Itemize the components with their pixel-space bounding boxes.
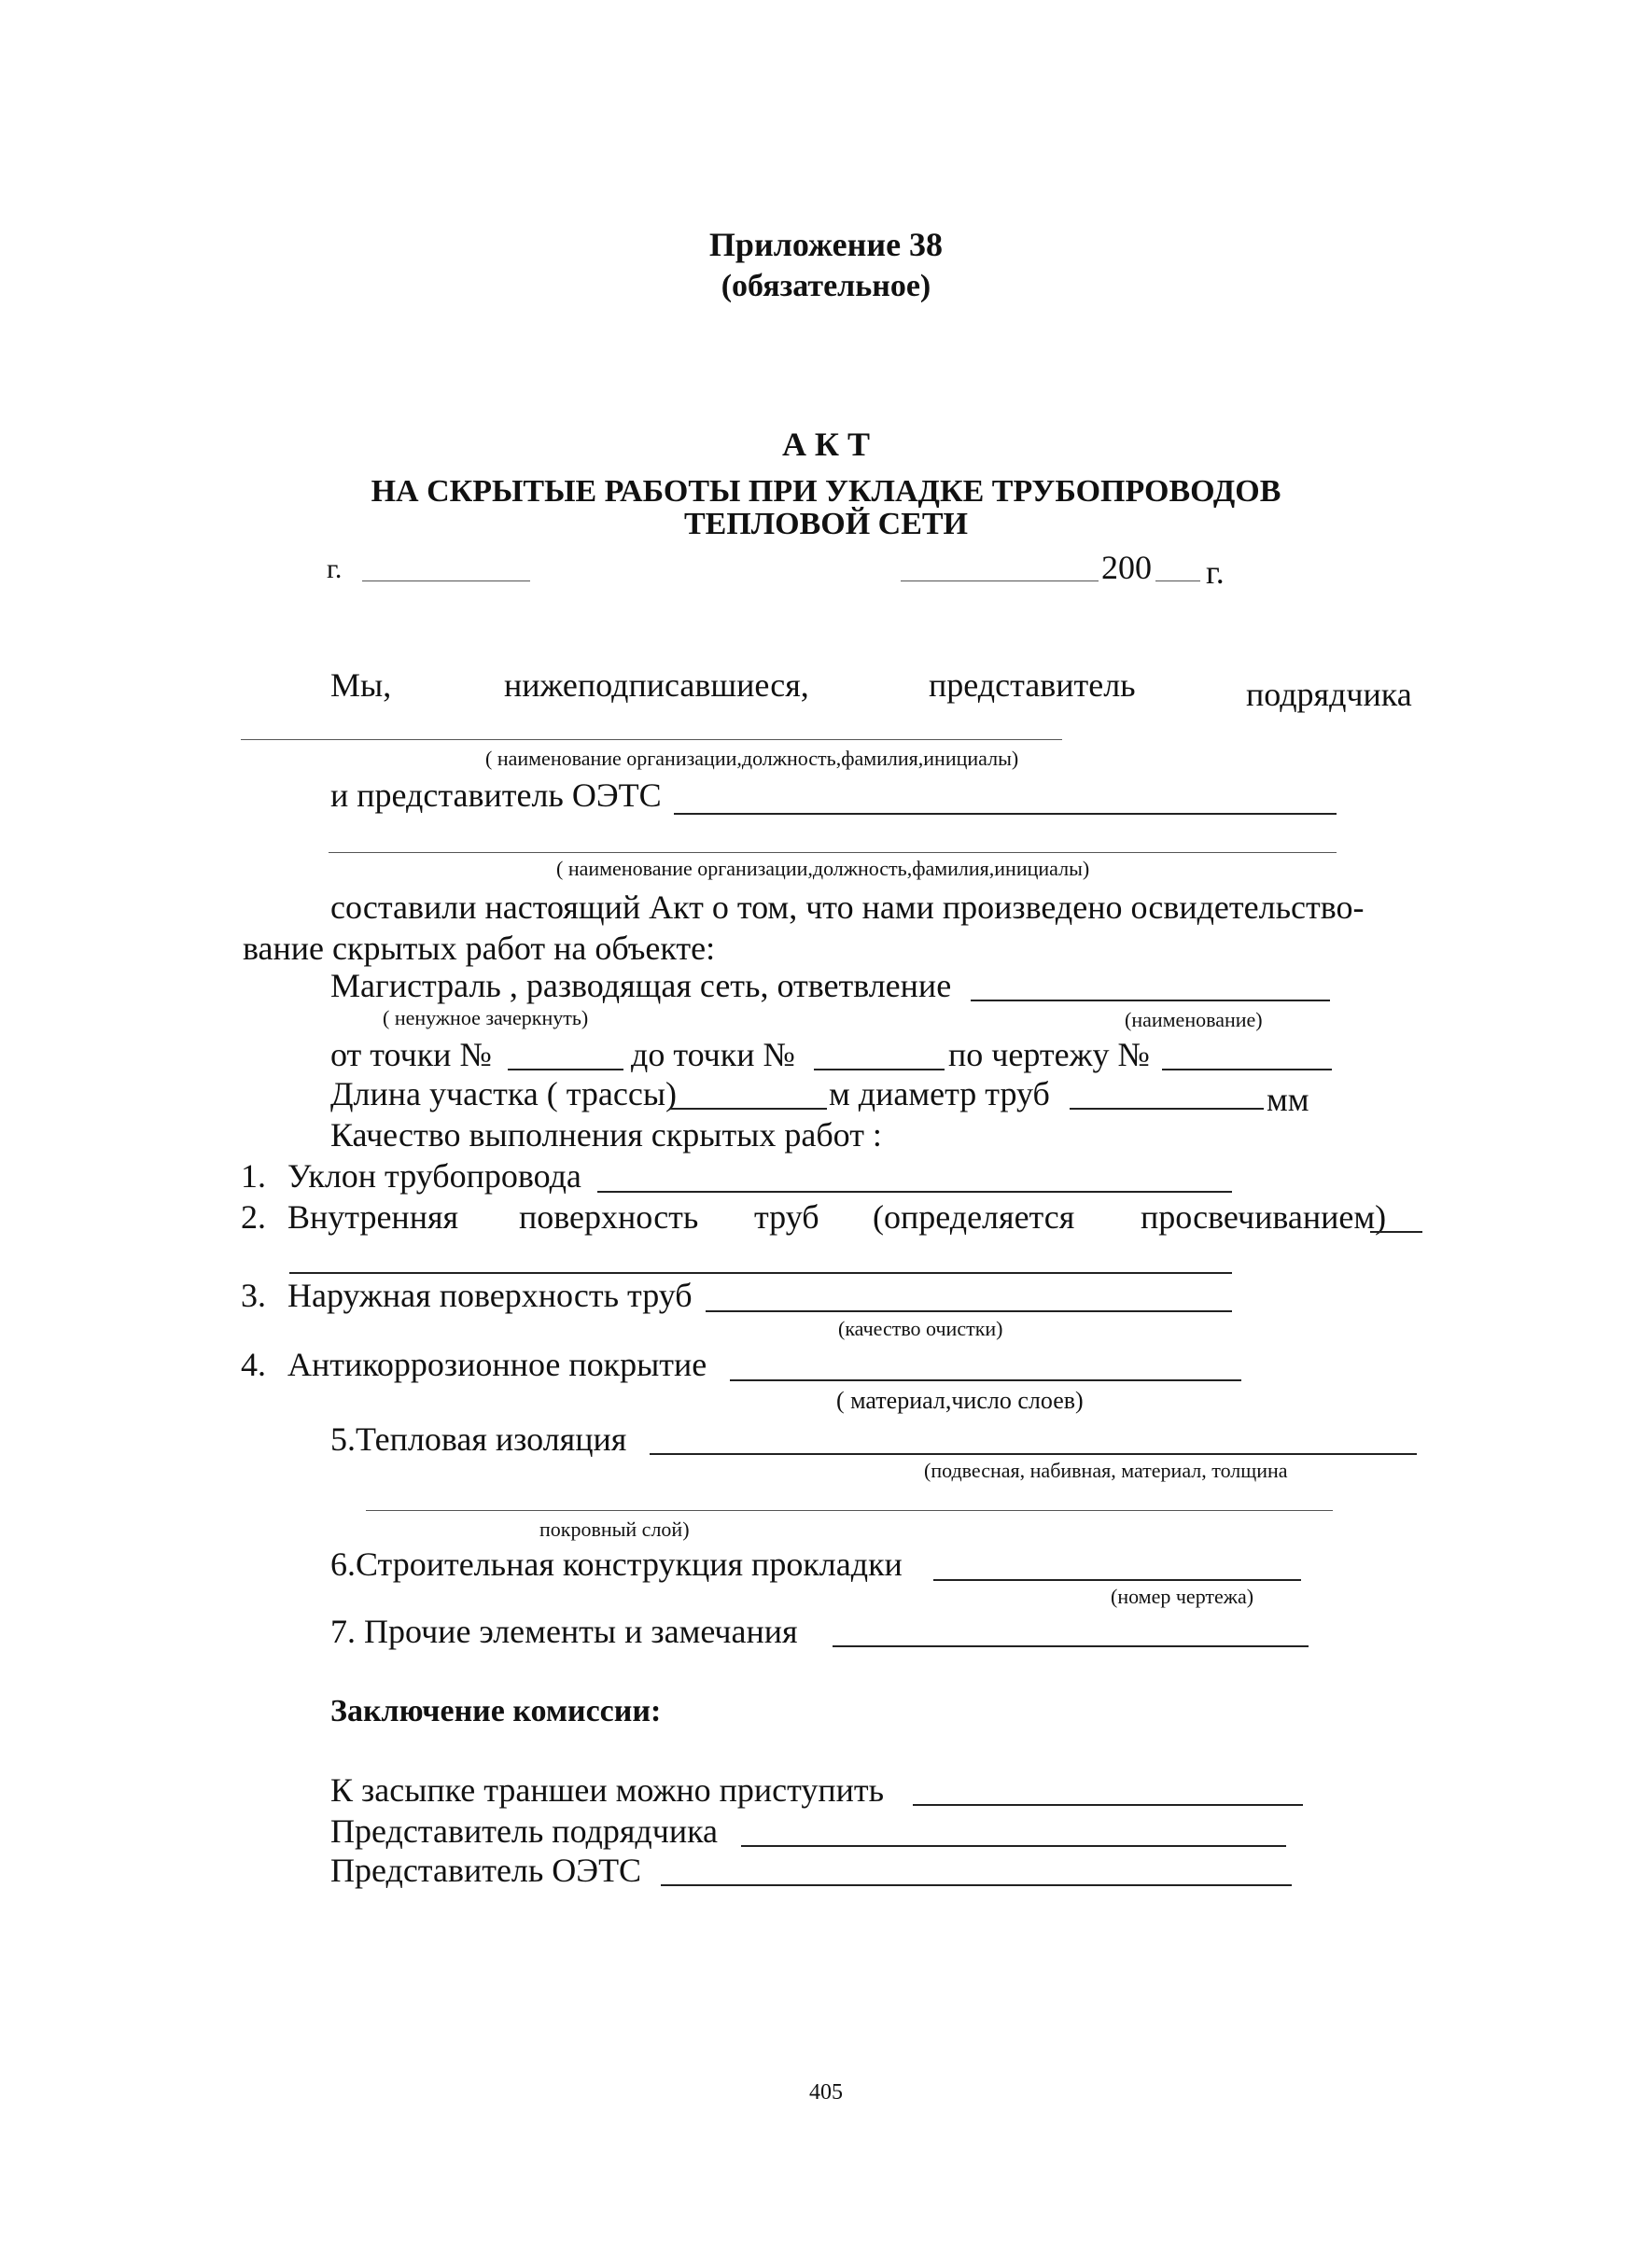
item3-blank (706, 1310, 1232, 1312)
oets-label: и представитель ОЭТС (330, 776, 662, 814)
item1-number: 1. (241, 1157, 266, 1195)
oets-blank (674, 813, 1337, 815)
item2-word2: поверхность (519, 1198, 699, 1236)
item7-blank (833, 1645, 1309, 1647)
quality-label: Качество выполнения скрытых работ : (330, 1116, 882, 1154)
from-point-blank (508, 1069, 623, 1070)
drawing-blank (1162, 1069, 1332, 1070)
intro-text-line2: вание скрытых работ на объекте: (243, 930, 716, 967)
length-label: Длина участка ( трассы) (330, 1075, 678, 1112)
conclusion-title: Заключение комиссии: (330, 1694, 662, 1728)
item5-blank2 (366, 1510, 1333, 1511)
item1-label: Уклон трубопровода (287, 1157, 581, 1195)
item3-label: Наружная поверхность труб (287, 1277, 693, 1314)
main-blank (971, 1000, 1330, 1001)
oets-rep-label: Представитель ОЭТС (330, 1852, 642, 1889)
year-text: 200 (1101, 549, 1152, 586)
item2-word3: труб (754, 1198, 819, 1236)
intro-word-representative: представитель (929, 666, 1136, 704)
intro-word-we: Мы, (330, 666, 392, 704)
name-hint: (наименование) (1125, 1008, 1263, 1031)
strike-hint: ( ненужное зачеркнуть) (383, 1006, 589, 1029)
oets-name-hint: ( наименование организации,должность,фамилия,инициалы) (556, 857, 1090, 880)
item4-label: Антикоррозионное покрытие (287, 1346, 707, 1383)
diameter-label: м диаметр труб (829, 1075, 1050, 1112)
length-blank (670, 1108, 827, 1110)
item6-hint: (номер чертежа) (1111, 1585, 1254, 1608)
item7-label: 7. Прочие элементы и замечания (330, 1613, 798, 1650)
backfill-blank (913, 1804, 1303, 1806)
item2-blank (289, 1272, 1232, 1274)
contractor-rep-label: Представитель подрядчика (330, 1812, 719, 1850)
page-number: 405 (809, 2080, 843, 2105)
item2-word1: Внутренняя (287, 1198, 459, 1236)
city-blank (362, 580, 530, 581)
item1-blank (597, 1191, 1232, 1193)
appendix-note: (обязательное) (721, 269, 931, 303)
from-point-label: от точки № (330, 1036, 492, 1073)
item2-word4: (определяется (873, 1198, 1075, 1236)
to-point-label: до точки № (631, 1036, 795, 1073)
item2-blank-end (1370, 1231, 1422, 1233)
oets-name-blank (329, 852, 1337, 853)
drawing-label: по чертежу № (948, 1036, 1150, 1073)
item4-blank (730, 1379, 1241, 1381)
item3-number: 3. (241, 1277, 266, 1314)
item5-hint2: покровный слой) (539, 1518, 690, 1541)
backfill-label: К засыпке траншеи можно приступить (330, 1771, 885, 1809)
diameter-blank (1070, 1108, 1264, 1110)
item6-label: 6.Строительная конструкция прокладки (330, 1546, 903, 1583)
item5-label: 5.Тепловая изоляция (330, 1420, 627, 1458)
to-point-blank (814, 1069, 945, 1070)
item2-number: 2. (241, 1198, 266, 1236)
item5-blank (650, 1453, 1417, 1455)
contractor-name-blank (241, 739, 1062, 740)
item3-hint: (качество очистки) (838, 1317, 1003, 1340)
main-label: Магистраль , разводящая сеть, ответвление (330, 967, 952, 1004)
appendix-title: Приложение 38 (708, 226, 944, 263)
item5-hint1: (подвесная, набивная, материал, толщина (924, 1459, 1288, 1482)
item4-number: 4. (241, 1346, 266, 1383)
mm-unit: мм (1267, 1081, 1309, 1118)
act-title-line1: НА СКРЫТЫЕ РАБОТЫ ПРИ УКЛАДКЕ ТРУБОПРОВОДОВ (371, 474, 1281, 509)
year-suffix: г. (1206, 553, 1225, 591)
item4-hint: ( материал,число слоев) (836, 1387, 1084, 1414)
act-title-line2: ТЕПЛОВОЙ СЕТИ (683, 507, 968, 541)
item2-word5: просвечиванием) (1141, 1198, 1387, 1236)
city-prefix: г. (327, 553, 343, 584)
intro-word-contractor: подрядчика (1246, 676, 1412, 713)
intro-word-undersigned: нижеподписавшиеся, (504, 666, 809, 704)
date-blank (901, 580, 1099, 581)
contractor-name-hint: ( наименование организации,должность,фамилия,инициалы) (485, 747, 1019, 770)
act-word: А К Т (781, 426, 871, 463)
oets-rep-blank (661, 1884, 1292, 1886)
item6-blank (933, 1579, 1301, 1581)
intro-text-line1: составили настоящий Акт о том, что нами произведено освидетельство- (330, 888, 1365, 926)
contractor-rep-blank (741, 1845, 1286, 1847)
year-blank (1155, 580, 1200, 581)
